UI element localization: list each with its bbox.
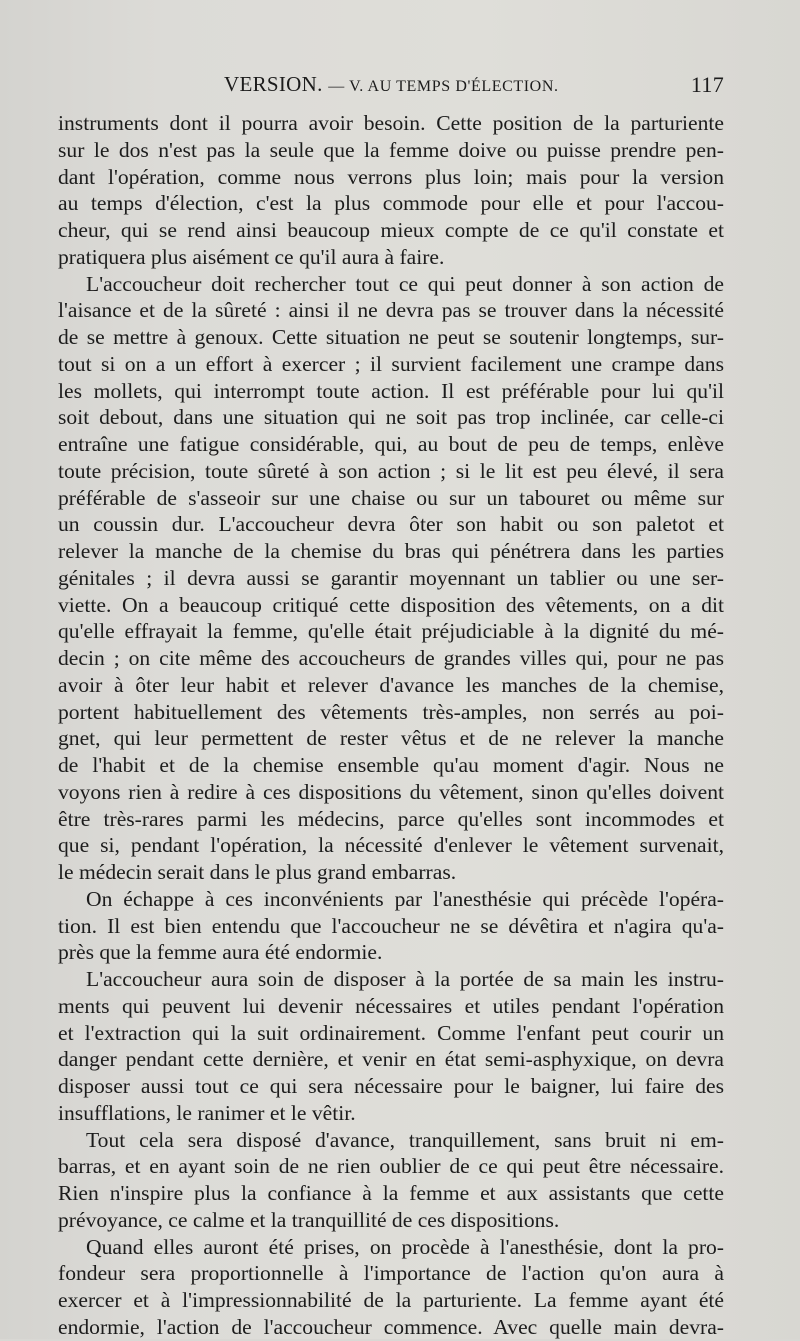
text-line: endormie, l'action de l'accoucheur commence. Avec quelle main devra- <box>58 1314 724 1339</box>
text-line: barras, et en ayant soin de ne rien oublier de ce qui peut être nécessaire. <box>58 1154 724 1179</box>
text-line: pratiquera plus aisément ce qu'il aura à faire. <box>58 244 445 269</box>
text-line: insufflations, le ranimer et le vêtir. <box>58 1100 356 1125</box>
text-line: près que la femme aura été endormie. <box>58 940 383 965</box>
text-line: avoir à ôter leur habit et relever d'avance les manches de la chemise, <box>58 672 724 697</box>
text-line: tout si on a un effort à exercer ; il survient facilement une crampe dans <box>58 351 724 376</box>
text-line: être très-rares parmi les médecins, parce qu'elles sont incommodes et <box>58 806 724 831</box>
text-line: de se mettre à genoux. Cette situation ne peut se soutenir longtemps, sur- <box>58 325 724 349</box>
text-line: de l'habit et de la chemise ensemble qu'au moment d'agir. Nous ne <box>58 753 724 777</box>
text-line: L'accoucheur doit rechercher tout ce qui peut donner à son action de <box>86 271 724 296</box>
text-line: génitales ; il devra aussi se garantir moyennant un tablier ou une ser- <box>58 565 724 590</box>
text-line: exercer et à l'impressionnabilité de la parturiente. La femme ayant été <box>58 1288 724 1312</box>
text-line: au temps d'élection, c'est la plus commode pour elle et pour l'accou- <box>58 191 724 216</box>
text-line: portent habituellement des vêtements très-amples, non serrés au poi- <box>58 699 724 724</box>
text-line: On échappe à ces inconvénients par l'anesthésie qui précède l'opéra- <box>86 886 724 911</box>
text-line: que si, pendant l'opération, la nécessité d'enlever le vêtement survenait, <box>58 833 724 858</box>
running-head <box>58 72 724 102</box>
text-line: et l'extraction qui la suit ordinairement. Comme l'enfant peut courir un <box>58 1020 724 1045</box>
text-line: le médecin serait dans le plus grand embarras. <box>58 860 457 884</box>
text-line: L'accoucheur aura soin de disposer à la portée de sa main les instru- <box>86 967 724 991</box>
text-line: danger pendant cette dernière, et venir en état semi-asphyxique, on devra <box>58 1047 724 1072</box>
text-line: entraîne une fatigue considérable, qui, au bout de peu de temps, enlève <box>58 432 724 456</box>
text-line: dant l'opération, comme nous verrons plus loin; mais pour la version <box>58 164 724 189</box>
body-text <box>58 110 724 1341</box>
text-line: qu'elle effrayait la femme, qu'elle était préjudiciable à la dignité du mé- <box>58 619 724 644</box>
text-line: instruments dont il pourra avoir besoin. Cette position de la parturiente <box>58 111 724 135</box>
text-line: viette. On a beaucoup critiqué cette disposition des vêtements, on a dit <box>58 592 724 617</box>
running-head-title <box>224 72 559 97</box>
text-line: disposer aussi tout ce qui sera nécessaire pour le baigner, lui faire des <box>58 1074 724 1098</box>
text-line: decin ; on cite même des accoucheurs de grandes villes qui, pour ne pas <box>58 646 724 670</box>
text-line: toute précision, toute sûreté à son action ; si le lit est peu élevé, il sera <box>58 458 724 483</box>
text-line: cheur, qui se rend ainsi beaucoup mieux compte de ce qu'il constate et <box>58 218 724 242</box>
running-head-title-right: — V. AU TEMPS D'ÉLECTION. <box>328 78 559 95</box>
text-line: fondeur sera proportionnelle à l'importance de l'action qu'on aura à <box>58 1261 724 1286</box>
text-line: Quand elles auront été prises, on procède à l'anesthésie, dont la pro- <box>86 1234 724 1259</box>
text-line: voyons rien à redire à ces dispositions du vêtement, sinon qu'elles doivent <box>58 779 724 804</box>
text-line: Rien n'inspire plus la confiance à la femme et aux assistants que cette <box>58 1181 724 1205</box>
text-line: gnet, qui leur permettent de rester vêtus et de ne relever la manche <box>58 726 724 751</box>
text-line: prévoyance, ce calme et la tranquillité de ces dispositions. <box>58 1207 560 1232</box>
text-line: sur le dos n'est pas la seule que la femme doive ou puisse prendre pen- <box>58 137 724 162</box>
page-number: 117 <box>690 72 724 97</box>
text-line: relever la manche de la chemise du bras qui pénétrera dans les parties <box>58 539 724 563</box>
running-head-title-left: VERSION. <box>224 72 323 96</box>
text-line: préférable de s'asseoir sur une chaise ou sur un tabouret ou même sur <box>58 485 724 510</box>
text-line: ments qui peuvent lui devenir nécessaires et utiles pendant l'opération <box>58 993 724 1018</box>
text-line: les mollets, qui interrompt toute action. Il est préférable pour lui qu'il <box>58 378 724 403</box>
text-line: Tout cela sera disposé d'avance, tranquillement, sans bruit ni em- <box>86 1127 724 1152</box>
text-line: soit debout, dans une situation qui ne soit pas trop inclinée, car celle-ci <box>58 405 724 430</box>
text-line: un coussin dur. L'accoucheur devra ôter son habit ou son paletot et <box>58 512 724 537</box>
text-line: l'aisance et de la sûreté : ainsi il ne devra pas se trouver dans la nécessité <box>58 298 724 323</box>
text-line: tion. Il est bien entendu que l'accoucheur ne se dévêtira et n'agira qu'a- <box>58 913 724 938</box>
